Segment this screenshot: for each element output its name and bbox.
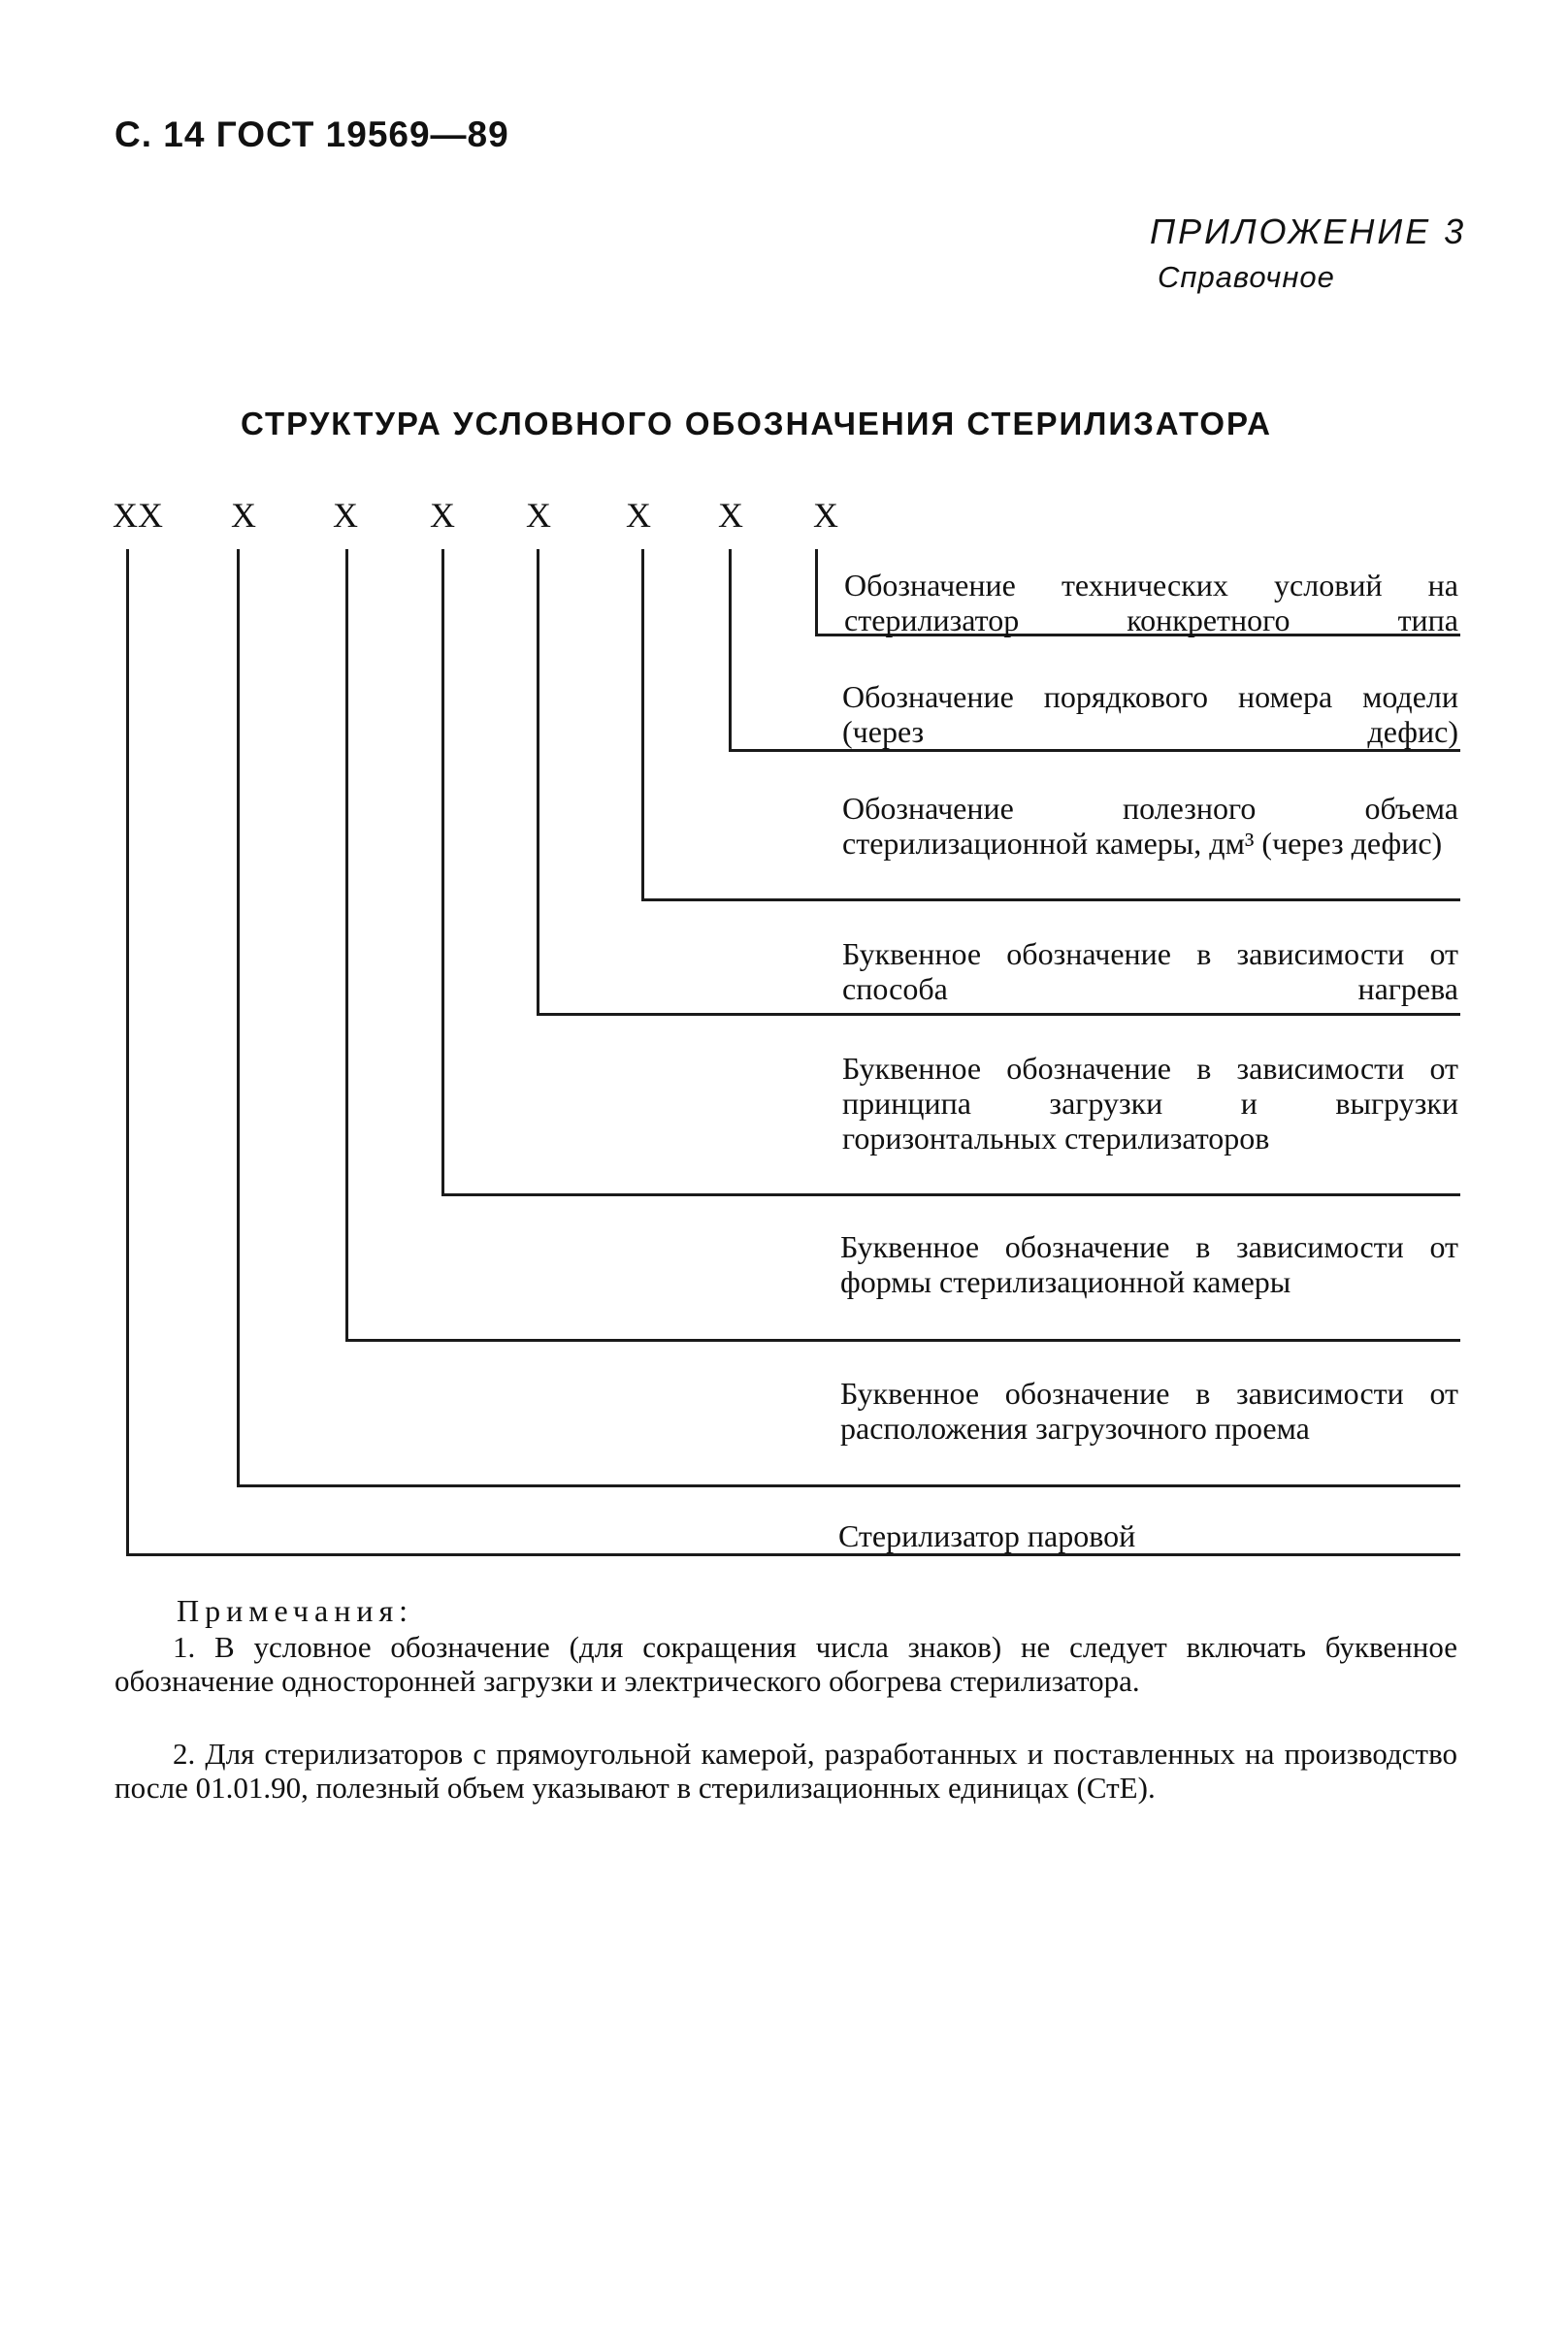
connector-vertical-8 xyxy=(815,549,818,634)
connector-horizontal-6 xyxy=(641,898,1460,901)
connector-vertical-6 xyxy=(641,549,644,898)
desc-heating-method: Буквенное обозначение в зависимости от способа нагрева xyxy=(842,936,1458,1006)
desc-chamber-shape: Буквенное обозначение в зависимости от формы стерилизационной камеры xyxy=(840,1229,1458,1299)
code-symbol-4: X xyxy=(430,496,455,535)
connector-vertical-7 xyxy=(729,549,732,749)
code-symbol-7: X xyxy=(718,496,743,535)
code-symbol-6: X xyxy=(626,496,651,535)
connector-vertical-2 xyxy=(237,549,240,1484)
notes-heading: Примечания: xyxy=(177,1593,414,1628)
connector-vertical-1 xyxy=(126,549,129,1553)
connector-horizontal-4 xyxy=(441,1193,1460,1196)
desc-loading-principle: Буквенное обозначение в зависимости от принципа загрузки и выгрузки горизонтальных стерилизаторов xyxy=(842,1051,1458,1156)
connector-vertical-3 xyxy=(345,549,348,1339)
code-symbol-1: XX xyxy=(113,496,163,535)
desc-model-number: Обозначение порядкового номера модели (через дефис) xyxy=(842,679,1458,749)
connector-horizontal-7 xyxy=(729,749,1460,752)
code-symbol-2: X xyxy=(231,496,256,535)
connector-horizontal-5 xyxy=(537,1013,1460,1016)
code-symbol-8: X xyxy=(813,496,838,535)
connector-horizontal-2 xyxy=(237,1484,1460,1487)
connector-vertical-5 xyxy=(537,549,539,1013)
appendix-label: ПРИЛОЖЕНИЕ 3 xyxy=(1150,212,1467,251)
desc-steam-sterilizer: Стерилизатор паровой xyxy=(838,1518,1136,1553)
connector-horizontal-3 xyxy=(345,1339,1460,1342)
code-symbol-5: X xyxy=(526,496,551,535)
appendix-type: Справочное xyxy=(1158,260,1335,294)
connector-vertical-4 xyxy=(441,549,444,1193)
code-symbol-3: X xyxy=(333,496,358,535)
desc-loading-opening: Буквенное обозначение в зависимости от расположения загрузочного проема xyxy=(840,1376,1458,1446)
note-2: 2. Для стерилизаторов с прямоугольной камерой, разработанных и поставленных на производство после 01.01.90, полезный объем указывают в стерилизационных единицах (СтЕ). xyxy=(114,1737,1457,1805)
page-title: СТРУКТУРА УСЛОВНОГО ОБОЗНАЧЕНИЯ СТЕРИЛИЗАТОРА xyxy=(241,406,1272,441)
note-1: 1. В условное обозначение (для сокращения числа знаков) не следует включать буквенное обозначение односторонней загрузки и электрического обогрева стерилизатора. xyxy=(114,1630,1457,1698)
page-header: С. 14 ГОСТ 19569—89 xyxy=(114,114,509,154)
desc-chamber-volume: Обозначение полезного объема стерилизационной камеры, дм³ (через дефис) xyxy=(842,791,1458,861)
desc-technical-conditions: Обозначение технических условий на стерилизатор конкретного типа xyxy=(844,568,1458,637)
connector-horizontal-1 xyxy=(126,1553,1460,1556)
